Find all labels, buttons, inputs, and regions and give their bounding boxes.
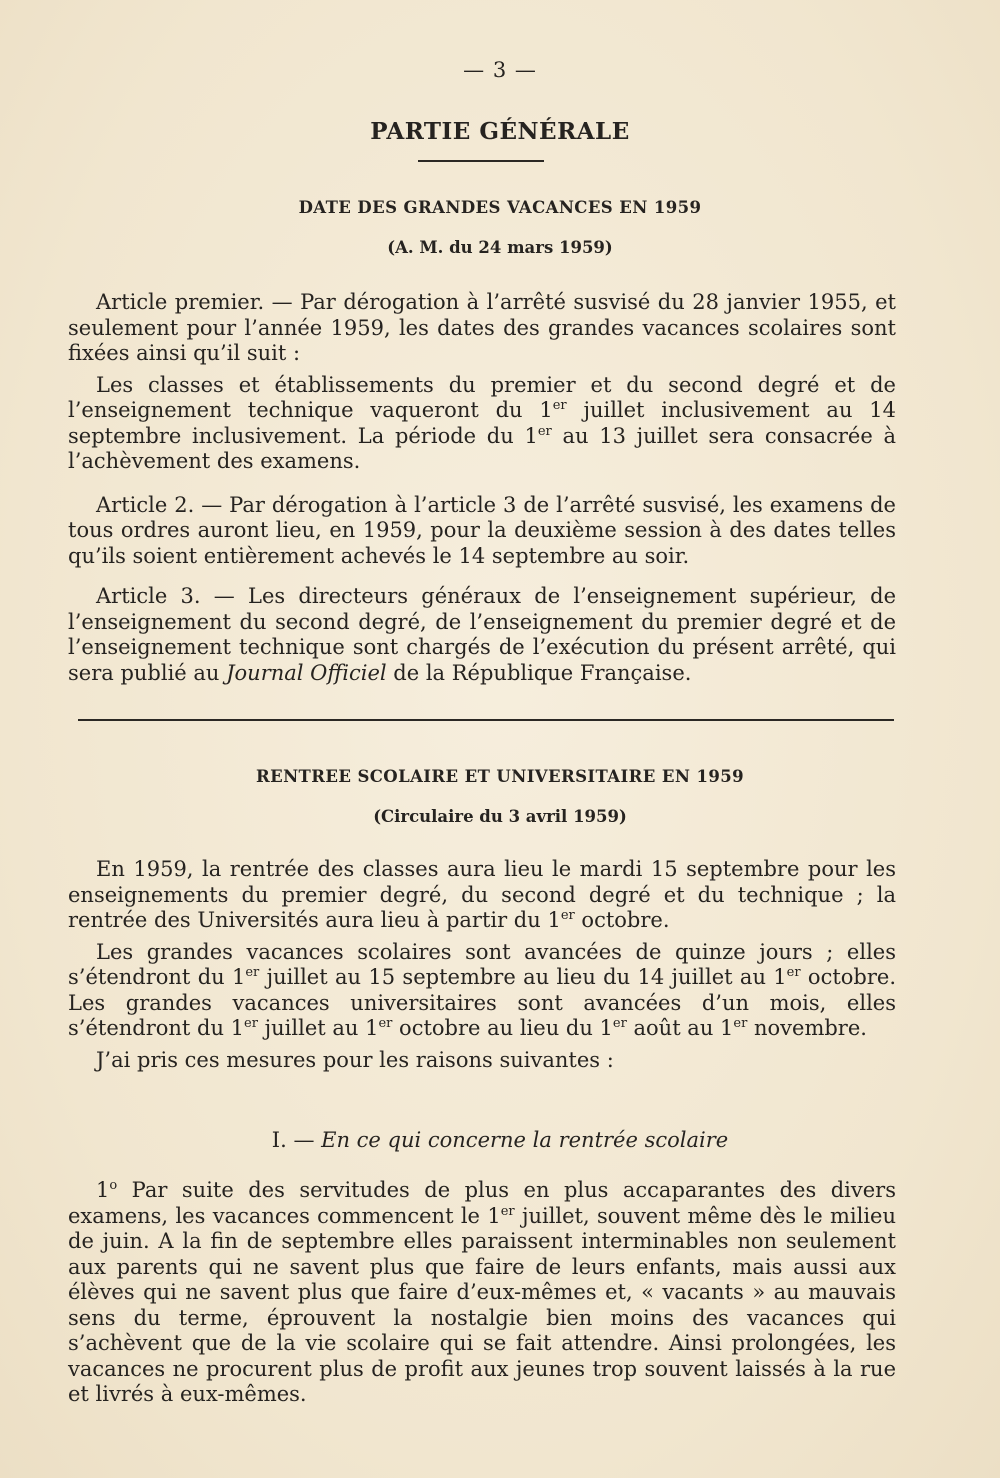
title-divider [418,160,544,162]
paragraph-grandes-vacances: Les grandes vacances scolaires sont avancées de quinze jours ; elles s’étendront du 1er juillet au 15 septembre au lieu du 14 juillet au 1er octobre. Les grandes vacances universitaires sont avancées d’un mois, elles s’étendront du 1er juillet au 1er octobre au lieu du 1er août au 1er novembre. [68,939,896,1040]
section-heading-rentree: RENTREE SCOLAIRE ET UNIVERSITAIRE EN 1959 [255,767,744,786]
section-2-body [68,857,896,1073]
paragraph-classes: Les classes et établissements du premier et du second degré et de l’enseignement technique vaqueront du 1er juillet inclusivement au 14 septembre inclusivement. La période du 1er au 13 juillet sera consacrée à l’achèvement des examens. [68,372,896,473]
section-subheading-arrete: (A. M. du 24 mars 1959) [387,238,613,257]
article-2: Article 2. — Par dérogation à l’article 3 de l’arrêté susvisé, les examens de tous ordres auront lieu, en 1959, pour la deuxième session à des dates telles qu’ils soient entièrement achevés le 14 septembre au soir. [68,492,896,568]
paragraph-rentree: En 1959, la rentrée des classes aura lieu le mardi 15 septembre pour les enseignements du premier degré, du second degré et du technique ; la rentrée des Universités aura lieu à partir du 1er octobre. [68,857,896,932]
article-premier: Article premier. — Par dérogation à l’arrêté susvisé du 28 janvier 1955, et seulement pour l’année 1959, les dates des grandes vacances scolaires sont fixées ainsi qu’il suit : [68,290,896,365]
section-2-body-continued [68,1178,896,1408]
section-heading-vacances: DATE DES GRANDES VACANCES EN 1959 [298,198,702,217]
part-title: PARTIE GÉNÉRALE [370,118,630,145]
page-number: — 3 — [463,58,537,82]
section-1-body [68,290,896,686]
section-subheading-circulaire: (Circulaire du 3 avril 1959) [373,807,627,826]
paragraph-point-1: 1$^o$ Par suite des servitudes de plus en plus accaparantes des divers examens, les vacances commencent le 1er juillet, souvent même dès le milieu de juin. A la fin de septembre elles paraissent interminables non seulement aux parents qui ne savent plus que faire de leurs enfants, mais aussi aux élèves qui ne savent plus que faire d’eux-mêmes et, « vacants » au mauvais sens du terme, éprouvent la nostalgie bien moins des vacances qui s’achèvent que de la vie scolaire qui se fait attendre. Ainsi prolongées, les vacances ne procurent plus de profit aux jeunes trop souvent laissés à la rue et livrés à eux-mêmes. [68,1178,897,1406]
article-3: Article 3. — Les directeurs généraux de l’enseignement supérieur, de l’enseignement du second degré, de l’enseignement du premier degré et de l’enseignement technique sont chargés de l’exécution du présent arrêté, qui sera publié au Journal Officiel de la République Française. [68,584,896,685]
subsection-heading: I. — En ce qui concerne la rentrée scolaire [271,1128,729,1152]
section-divider [78,719,894,721]
paragraph-raisons: J’ai pris ces mesures pour les raisons suivantes : [96,1047,614,1072]
